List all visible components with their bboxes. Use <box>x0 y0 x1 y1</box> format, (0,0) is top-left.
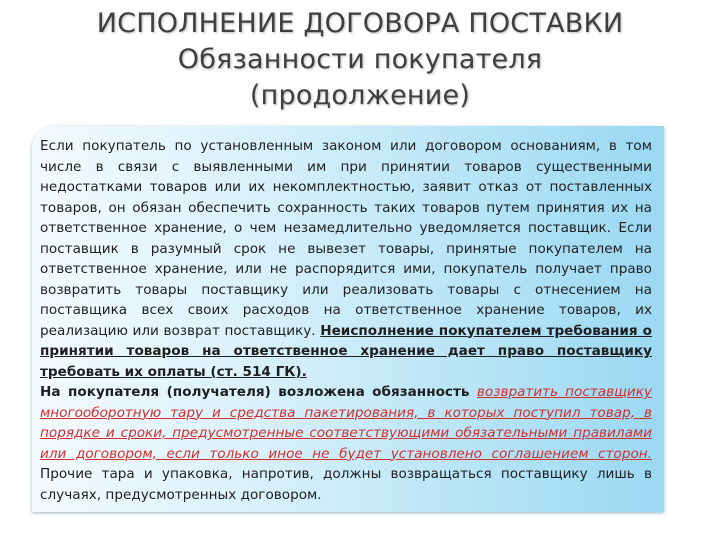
title-line-1: ИСПОЛНЕНИЕ ДОГОВОРА ПОСТАВКИ <box>96 8 624 39</box>
paragraph-2-highlight: возвратить поставщику многооборотную тару и средства пакетирования, в которых поступил товар, в порядке и сроки, предусмотренные соответствующими обязательными правилами или договором, если только иное не будет установлено соглашением сторон. <box>40 384 652 462</box>
paragraph-2-lead: На покупателя (получателя) возложена обязанность <box>40 384 477 400</box>
title-line-3: (продолжение) <box>249 80 471 111</box>
paragraph-1-text: Если покупатель по установленным законом или договором основаниям, в том числе в связи с выявленными им при принятии товаров существенными недостатками товаров или их некомплектностью, заявит отказ от поставленных товаров, он обязан обеспечить сохранность таких товаров путем принятия их на ответственное хранение, о чем незамедлительно уведомляется поставщик. Если поставщик в разумный срок не вывезет товары, принятые покупателем на ответственное хранение, или не распорядится ими, покупатель получает право возвратить товары поставщику или реализовать товары с отнесением на поставщика всех своих расходов на ответственное хранение товаров, их реализацию или возврат поставщику. <box>40 138 652 339</box>
slide-title <box>0 6 720 114</box>
content-card <box>32 126 664 512</box>
paragraph-1-emphasis: Неисполнение покупателем требования о принятии товаров на ответственное хранение дает право поставщику требовать их оплаты (ст. 514 ГК). <box>40 322 652 380</box>
title-line-2: Обязанности покупателя <box>177 44 543 75</box>
paragraph-2-tail: Прочие тара и упаковка, напротив, должны возвращаться поставщику лишь в случаях, предусмотренных договором. <box>40 466 652 503</box>
body-text <box>40 136 652 505</box>
